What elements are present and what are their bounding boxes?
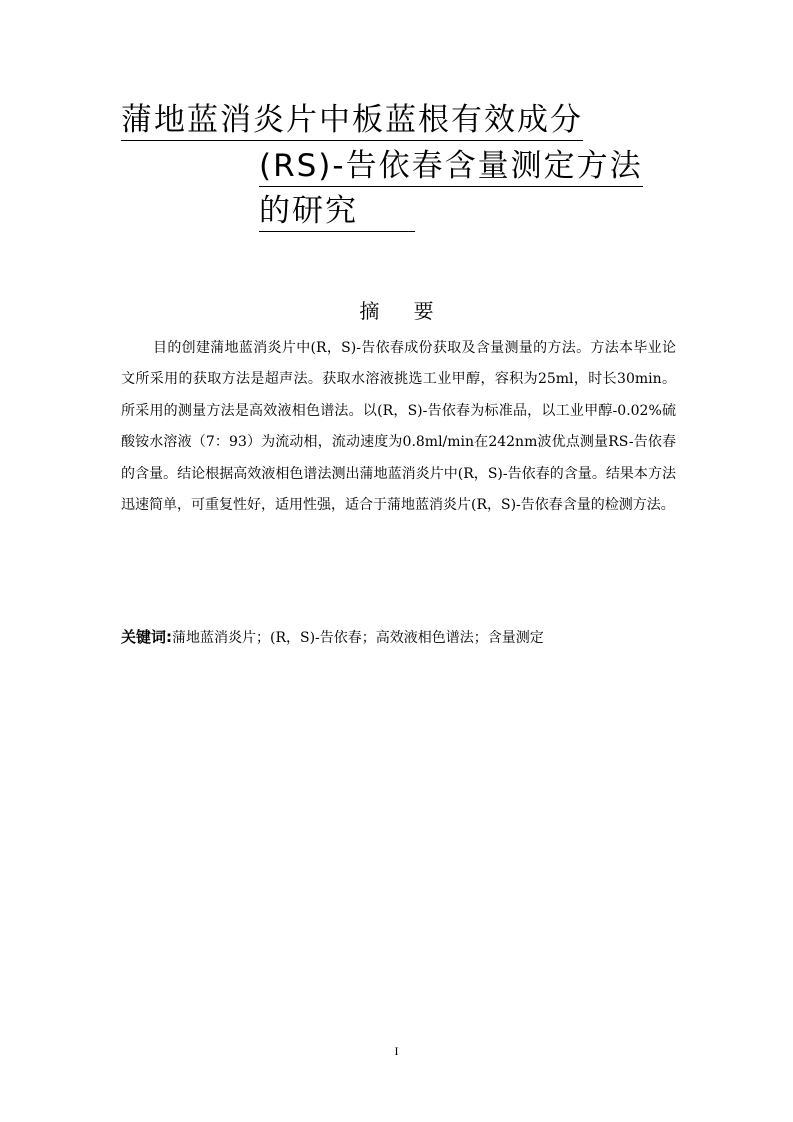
title-line-3: 的研究 [259,191,415,232]
keywords-line [121,623,676,652]
title-line-2: (RS)-告依春含量测定方法 [259,146,643,187]
keywords-label: 关键词: [121,628,172,646]
abstract-heading: 摘 要 [359,299,448,323]
page-number: I [394,1044,399,1058]
title-line-1: 蒲地蓝消炎片中板蓝根有效成分 [121,100,583,141]
keywords-text: 蒲地蓝消炎片；(R，S)-告依春；高效液相色谱法；含量测定 [172,630,544,646]
abstract-body: 目的创建蒲地蓝消炎片中(R，S)-告依春成份获取及含量测量的方法。方法本毕业论文所采用的获取方法是超声法。获取水溶液挑选工业甲醇，容积为25ml，时长30min。所采用的测量方法是高效液相色谱法。以(R，S)-告依春为标准品，以工业甲醇-0.02%硫酸铵水溶液（7：93）为流动相，流动速度为0.8ml/min在242nm波优点测量RS-告依春的含量。结论根据高效液相色谱法测出蒲地蓝消炎片中(R，S)-告依春的含量。结果本方法迅速简单，可重复性好，适用性强，适合于蒲地蓝消炎片(R，S)-告依春含量的检测方法。 [121,340,676,514]
